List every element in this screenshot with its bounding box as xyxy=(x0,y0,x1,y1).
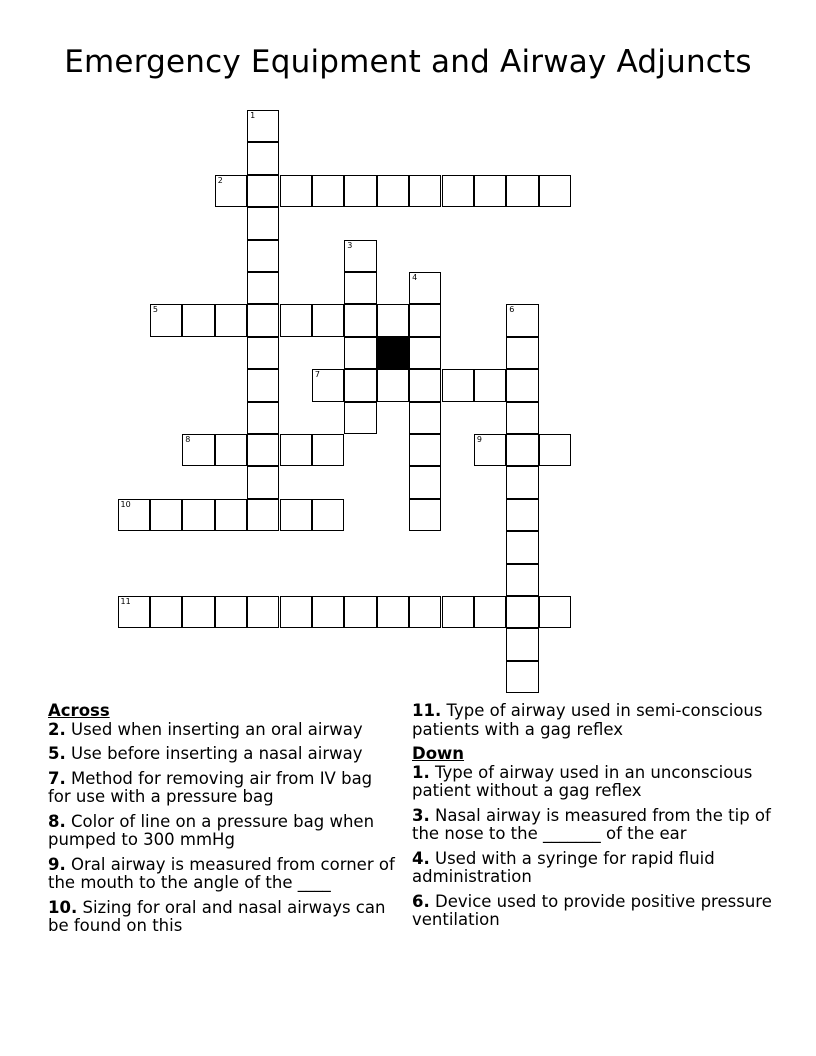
clue-number: 5. xyxy=(48,744,66,763)
crossword-cell[interactable] xyxy=(247,207,279,239)
clue-down-6 xyxy=(412,893,782,930)
clue-down-3 xyxy=(412,807,782,844)
clue-text: Sizing for oral and nasal airways can be found on this xyxy=(48,897,386,935)
crossword-cell[interactable] xyxy=(409,304,441,336)
clue-number: 6. xyxy=(412,891,430,911)
crossword-cell[interactable] xyxy=(182,304,214,336)
crossword-cell[interactable] xyxy=(247,142,279,174)
crossword-cell[interactable] xyxy=(215,175,247,207)
crossword-cell[interactable] xyxy=(506,466,538,498)
cell-number: 9 xyxy=(476,435,482,444)
crossword-cell[interactable] xyxy=(312,175,344,207)
crossword-cell[interactable] xyxy=(312,369,344,401)
clue-text: Oral airway is measured from corner of the mouth to the angle of the ____ xyxy=(48,854,395,892)
crossword-cell[interactable] xyxy=(280,175,312,207)
crossword-cell[interactable] xyxy=(409,596,441,628)
crossword-cell[interactable] xyxy=(118,596,150,628)
crossword-cell[interactable] xyxy=(506,499,538,531)
clue-number: 1. xyxy=(412,762,430,782)
clue-text: Nasal airway is measured from the tip of the nose to the _______ of the ear xyxy=(412,805,771,843)
clue-down-1 xyxy=(412,764,782,801)
crossword-cell[interactable] xyxy=(409,369,441,401)
crossword-black-cell xyxy=(377,337,409,369)
crossword-cell[interactable] xyxy=(150,499,182,531)
crossword-cell[interactable] xyxy=(247,304,279,336)
crossword-cell[interactable] xyxy=(506,175,538,207)
crossword-cell[interactable] xyxy=(442,596,474,628)
crossword-cell[interactable] xyxy=(506,434,538,466)
crossword-cell[interactable] xyxy=(474,596,506,628)
clue-across-9 xyxy=(48,856,400,893)
crossword-cell[interactable] xyxy=(442,175,474,207)
clue-text: Method for removing air from IV bag for use with a pressure bag xyxy=(48,768,373,806)
crossword-cell[interactable] xyxy=(506,596,538,628)
clue-text: Used when inserting an oral airway xyxy=(71,719,363,739)
crossword-cell[interactable] xyxy=(150,596,182,628)
clue-text: Type of airway used in semi-conscious patients with a gag reflex xyxy=(412,701,763,739)
cell-number: 4 xyxy=(412,273,418,282)
clue-text: Used with a syringe for rapid fluid administration xyxy=(412,848,715,886)
crossword-cell[interactable] xyxy=(247,434,279,466)
crossword-cell[interactable] xyxy=(409,272,441,304)
clue-across-5 xyxy=(48,745,400,764)
crossword-cell[interactable] xyxy=(474,175,506,207)
cell-number: 6 xyxy=(509,305,515,315)
across-heading: Across xyxy=(48,701,110,720)
crossword-cell[interactable] xyxy=(409,175,441,207)
crossword-cell[interactable] xyxy=(506,402,538,434)
crossword-cell[interactable] xyxy=(247,240,279,272)
clue-text: Color of line on a pressure bag when pumped to 300 mmHg xyxy=(48,811,375,849)
crossword-cell[interactable] xyxy=(247,596,279,628)
cell-number: 7 xyxy=(314,370,320,380)
crossword-cell[interactable] xyxy=(506,304,538,336)
crossword-cell[interactable] xyxy=(312,596,344,628)
crossword-cell[interactable] xyxy=(247,402,279,434)
cell-number: 11 xyxy=(120,597,131,606)
crossword-cell[interactable] xyxy=(280,499,312,531)
crossword-cell[interactable] xyxy=(539,434,571,466)
crossword-cell[interactable] xyxy=(247,110,279,142)
clue-number: 9. xyxy=(48,854,66,874)
crossword-cell[interactable] xyxy=(506,369,538,401)
crossword-cell[interactable] xyxy=(182,499,214,531)
crossword-cell[interactable] xyxy=(474,434,506,466)
crossword-cell[interactable] xyxy=(474,369,506,401)
crossword-cell[interactable] xyxy=(409,402,441,434)
crossword-cell[interactable] xyxy=(539,175,571,207)
crossword-cell[interactable] xyxy=(118,499,150,531)
crossword-cell[interactable] xyxy=(247,175,279,207)
crossword-cell[interactable] xyxy=(377,369,409,401)
crossword-cell[interactable] xyxy=(377,304,409,336)
crossword-cell[interactable] xyxy=(312,499,344,531)
clue-across-2 xyxy=(48,721,400,740)
crossword-cell[interactable] xyxy=(215,434,247,466)
crossword-cell[interactable] xyxy=(215,499,247,531)
page-title: Emergency Equipment and Airway Adjuncts xyxy=(64,44,752,80)
crossword-cell[interactable] xyxy=(506,531,538,563)
crossword-cell[interactable] xyxy=(344,175,376,207)
cell-number: 10 xyxy=(120,499,131,509)
clue-across-11 xyxy=(412,702,782,739)
clue-across-8 xyxy=(48,813,400,850)
crossword-cell[interactable] xyxy=(150,304,182,336)
crossword-cell[interactable] xyxy=(215,596,247,628)
crossword-cell[interactable] xyxy=(344,272,376,304)
crossword-cell[interactable] xyxy=(312,434,344,466)
crossword-cell[interactable] xyxy=(442,369,474,401)
clue-across-10 xyxy=(48,899,400,936)
crossword-cell[interactable] xyxy=(312,304,344,336)
clue-number: 10. xyxy=(48,897,78,917)
clue-number: 8. xyxy=(48,811,66,831)
crossword-cell[interactable] xyxy=(247,466,279,498)
clue-text: Use before inserting a nasal airway xyxy=(71,744,363,763)
crossword-cell[interactable] xyxy=(344,304,376,336)
crossword-cell[interactable] xyxy=(344,402,376,434)
crossword-cell[interactable] xyxy=(506,628,538,660)
cell-number: 2 xyxy=(217,175,223,185)
crossword-cell[interactable] xyxy=(280,434,312,466)
crossword-cell[interactable] xyxy=(344,369,376,401)
crossword-cell[interactable] xyxy=(280,596,312,628)
clue-text: Type of airway used in an unconscious patient without a gag reflex xyxy=(412,762,753,800)
crossword-cell[interactable] xyxy=(344,596,376,628)
crossword-cell[interactable] xyxy=(377,596,409,628)
crossword-cell[interactable] xyxy=(344,240,376,272)
clues-right-column xyxy=(412,702,782,936)
crossword-cell[interactable] xyxy=(409,466,441,498)
crossword-cell[interactable] xyxy=(506,661,538,693)
crossword-cell[interactable] xyxy=(377,175,409,207)
crossword-cell[interactable] xyxy=(247,369,279,401)
crossword-cell[interactable] xyxy=(182,434,214,466)
crossword-cell[interactable] xyxy=(409,434,441,466)
crossword-cell[interactable] xyxy=(409,337,441,369)
crossword-cell[interactable] xyxy=(247,337,279,369)
crossword-cell[interactable] xyxy=(506,564,538,596)
cell-number: 8 xyxy=(185,435,191,444)
down-heading: Down xyxy=(412,744,465,763)
clue-number: 4. xyxy=(412,848,430,868)
crossword-cell[interactable] xyxy=(247,272,279,304)
crossword-cell[interactable] xyxy=(280,304,312,336)
clues-left-column xyxy=(48,702,400,942)
crossword-cell[interactable] xyxy=(409,499,441,531)
clue-number: 2. xyxy=(48,719,66,739)
cell-number: 5 xyxy=(152,305,158,315)
crossword-cell[interactable] xyxy=(539,596,571,628)
crossword-cell[interactable] xyxy=(215,304,247,336)
clue-across-7 xyxy=(48,770,400,807)
clue-number: 3. xyxy=(412,805,430,825)
crossword-cell[interactable] xyxy=(344,337,376,369)
clue-down-4 xyxy=(412,850,782,887)
clue-number: 11. xyxy=(412,701,442,720)
cell-number: 1 xyxy=(250,111,256,120)
crossword-cell[interactable] xyxy=(247,499,279,531)
cell-number: 3 xyxy=(347,240,353,250)
clue-text: Device used to provide positive pressure ventilation xyxy=(412,891,772,929)
crossword-cell[interactable] xyxy=(506,337,538,369)
clue-number: 7. xyxy=(48,768,66,788)
crossword-cell[interactable] xyxy=(182,596,214,628)
